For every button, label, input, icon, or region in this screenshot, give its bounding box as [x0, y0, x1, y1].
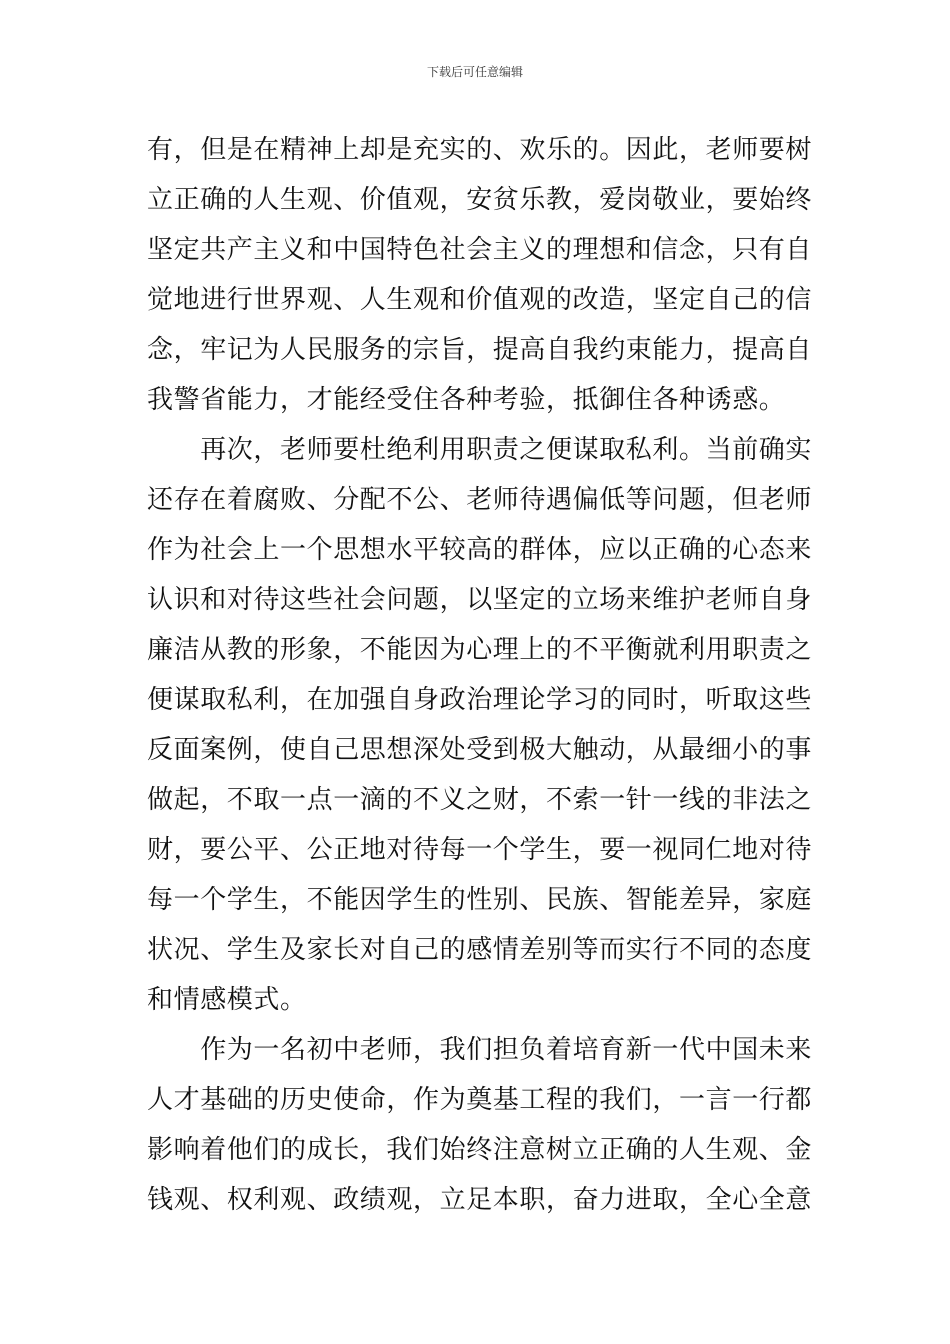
document-body [147, 125, 813, 1225]
text-line: 影响着他们的成长，我们始终注意树立正确的人生观、金 [147, 1135, 813, 1165]
text-line: 反面案例，使自己思想深处受到极大触动，从最细小的事 [147, 735, 813, 765]
text-line: 我警省能力，才能经受住各种考验，抵御住各种诱惑。 [147, 385, 786, 415]
text-line: 和情感模式。 [147, 985, 307, 1015]
text-line: 再次，老师要杜绝利用职责之便谋取私利。当前确实 [147, 435, 813, 465]
page-header: 下载后可任意编辑 [426, 65, 523, 79]
text-line: 作为社会上一个思想水平较高的群体，应以正确的心态来 [147, 535, 813, 565]
text-line: 作为一名初中老师，我们担负着培育新一代中国未来 [147, 1035, 813, 1065]
text-line: 便谋取私利，在加强自身政治理论学习的同时，听取这些 [147, 685, 813, 715]
text-line: 财，要公平、公正地对待每一个学生，要一视同仁地对待 [147, 835, 813, 865]
text-line: 念，牢记为人民服务的宗旨，提高自我约束能力，提高自 [147, 335, 813, 365]
text-line: 还存在着腐败、分配不公、老师待遇偏低等问题，但老师 [147, 485, 813, 515]
text-line: 认识和对待这些社会问题，以坚定的立场来维护老师自身 [147, 585, 813, 615]
text-line: 做起，不取一点一滴的不义之财，不索一针一线的非法之 [147, 785, 813, 815]
text-line: 坚定共产主义和中国特色社会主义的理想和信念，只有自 [147, 235, 813, 265]
text-line: 有，但是在精神上却是充实的、欢乐的。因此，老师要树 [147, 135, 813, 165]
text-line: 钱观、权利观、政绩观，立足本职，奋力进取，全心全意 [147, 1185, 813, 1215]
text-line: 状况、学生及家长对自己的感情差别等而实行不同的态度 [147, 935, 813, 965]
text-line: 廉洁从教的形象，不能因为心理上的不平衡就利用职责之 [147, 635, 813, 665]
text-line: 每一个学生，不能因学生的性别、民族、智能差异，家庭 [147, 885, 813, 915]
text-line: 立正确的人生观、价值观，安贫乐教，爱岗敬业，要始终 [147, 185, 813, 215]
text-line: 人才基础的历史使命，作为奠基工程的我们，一言一行都 [147, 1085, 813, 1115]
text-line: 觉地进行世界观、人生观和价值观的改造，坚定自己的信 [147, 285, 813, 315]
